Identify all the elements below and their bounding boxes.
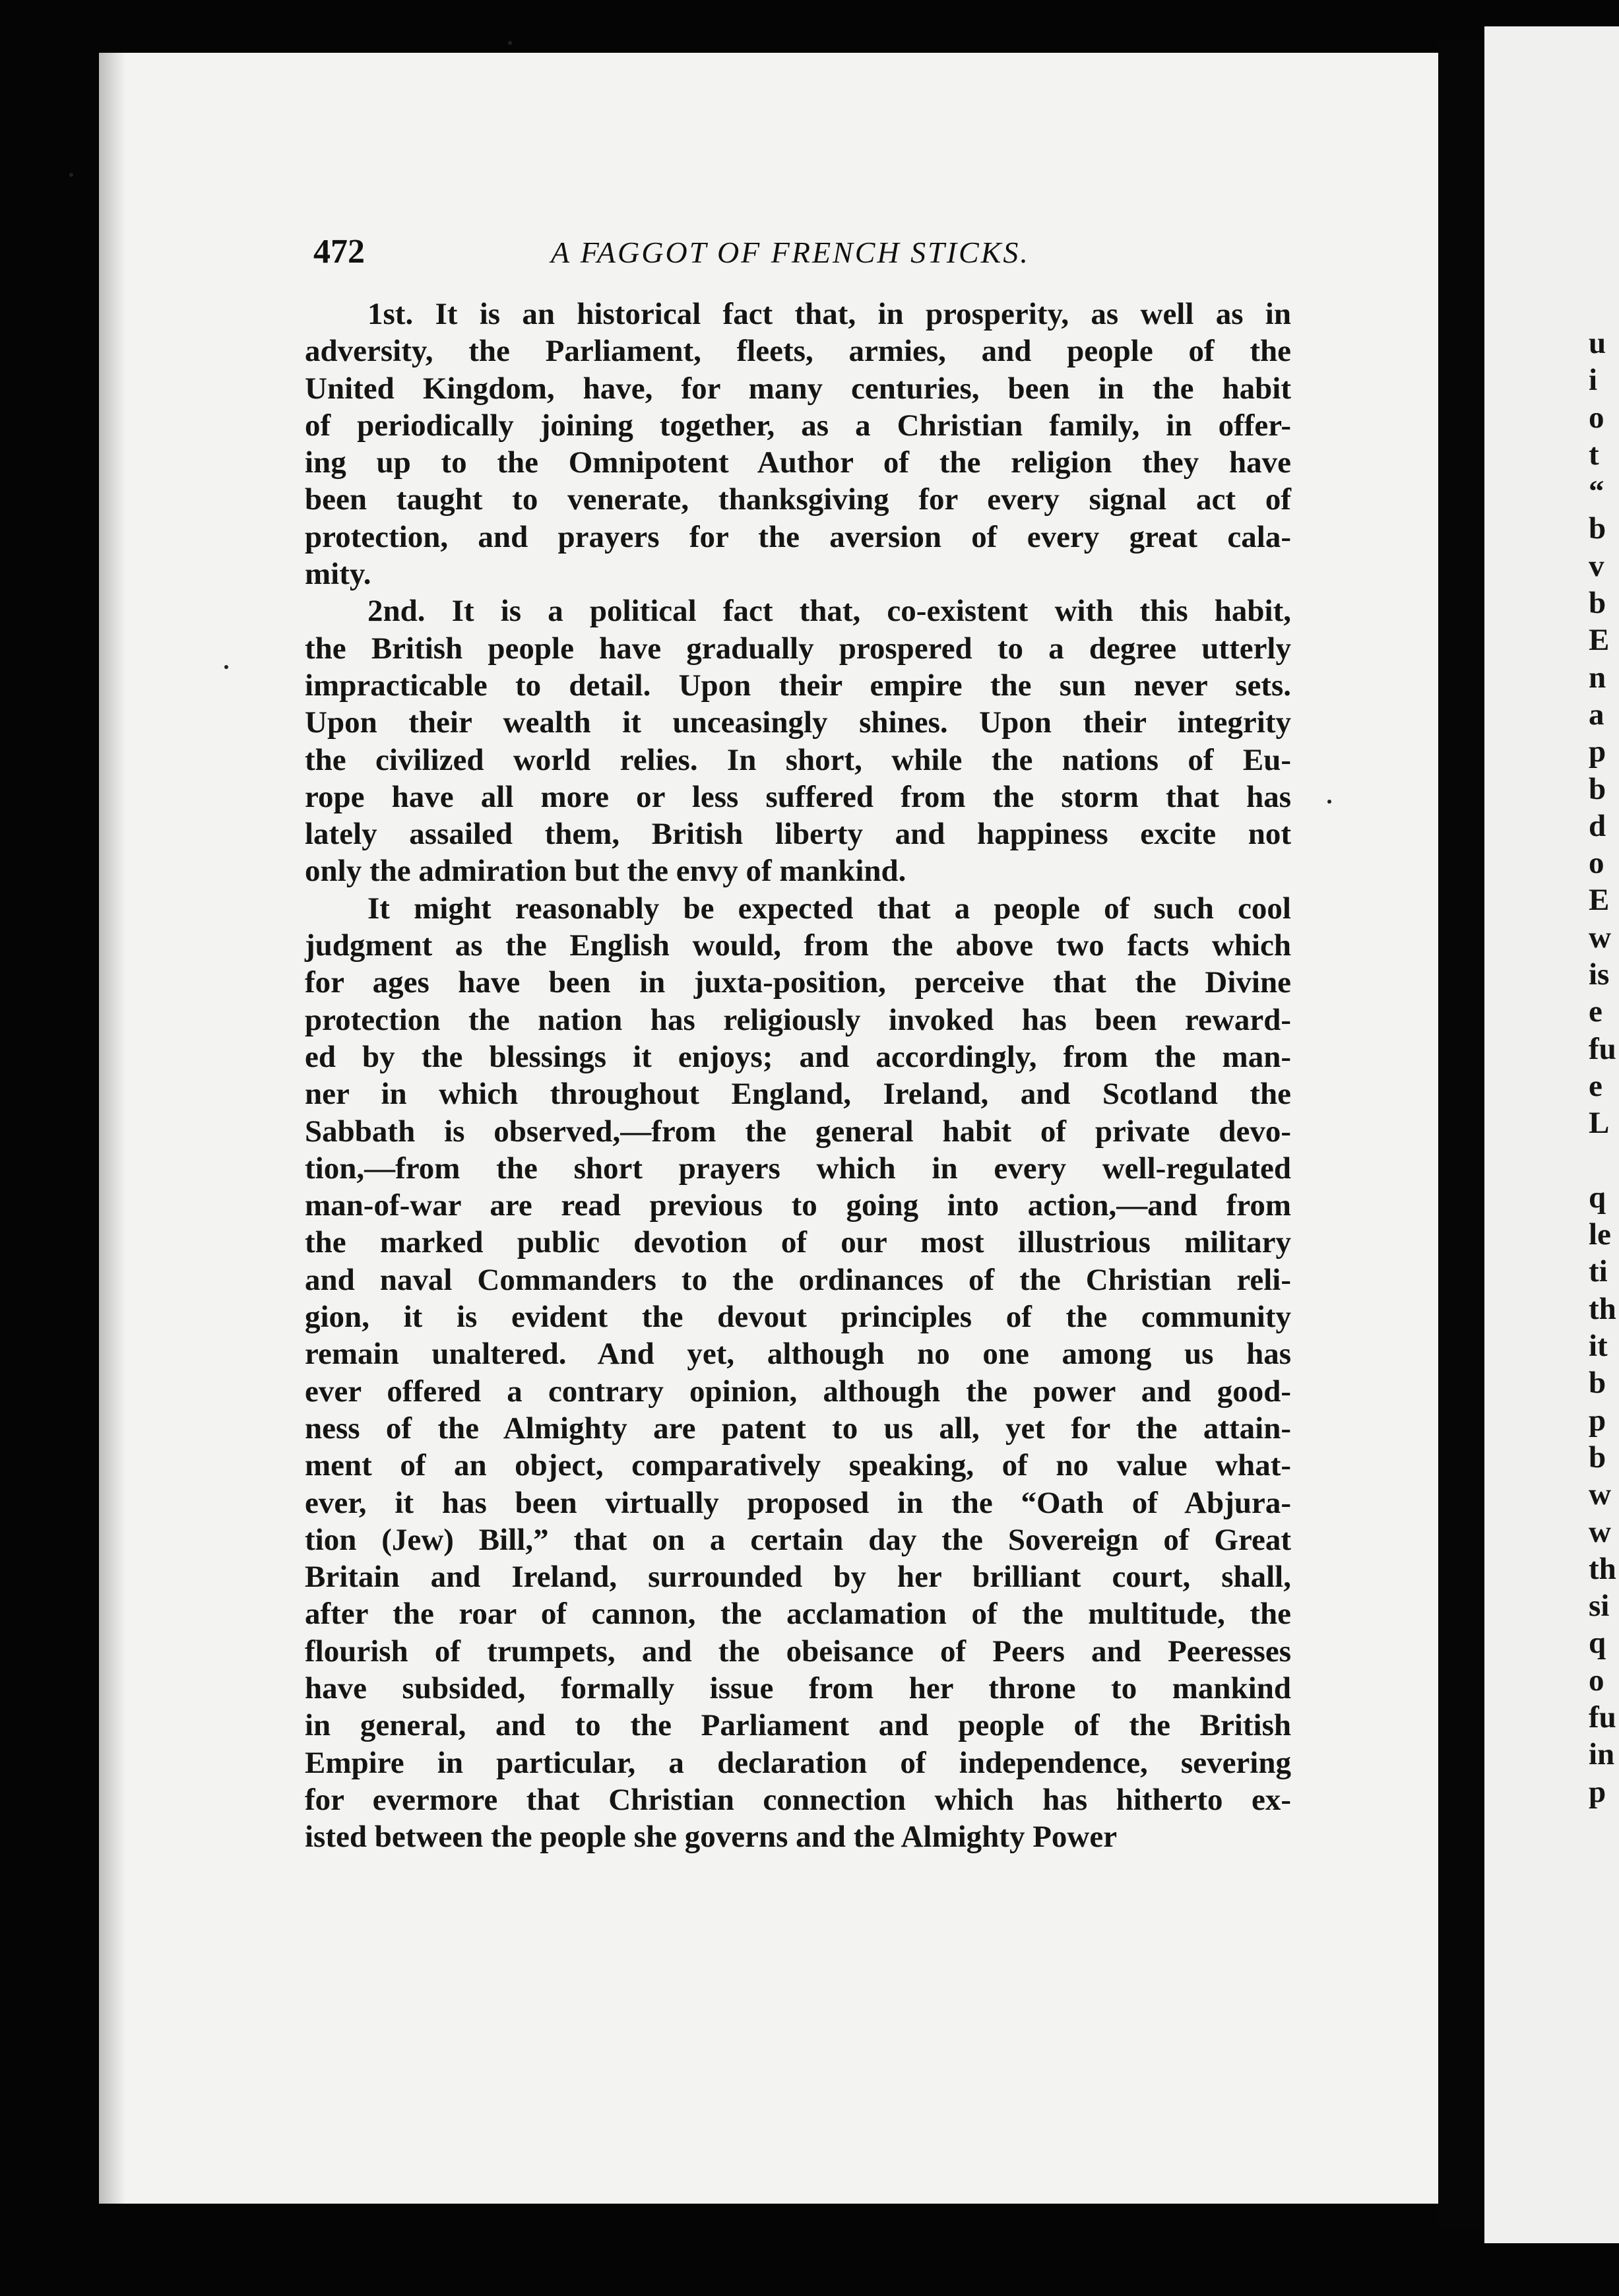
text-line: flourish of trumpets, and the obeisance of Peers and Peeresses [305,1634,1291,1669]
right-page-fragment: t [1589,437,1599,472]
text-line: in general, and to the Parliament and people of the British [305,1708,1291,1743]
right-page-fragment: L [1589,1106,1610,1141]
text-line: ment of an object, comparatively speaking, of no value what- [305,1448,1291,1483]
text-line: the marked public devotion of our most illustrious military [305,1225,1291,1260]
scan-speck [1327,800,1331,804]
text-line: mity. [305,557,371,592]
right-page-fragment: b [1589,1440,1606,1475]
page-number: 472 [313,233,365,271]
text-line: Sabbath is observed,—from the general habit of private devo- [305,1114,1291,1149]
text-line: the civilized world relies. In short, while the nations of Eu- [305,742,1291,777]
text-line: ing up to the Omnipotent Author of the religion they have [305,445,1291,480]
text-line: impracticable to detail. Upon their empire the sun never sets. [305,668,1291,703]
right-page-fragment: E [1589,883,1610,918]
scan-speck [508,41,512,45]
text-line: Upon their wealth it unceasingly shines. Upon their integrity [305,705,1291,740]
text-line: ever offered a contrary opinion, although the power and good- [305,1374,1291,1409]
right-page-fragment: q [1589,1180,1606,1215]
text-line: of periodically joining together, as a Christian family, in offer- [305,408,1291,443]
text-line: gion, it is evident the devout principles of the community [305,1300,1291,1335]
text-line: Britain and Ireland, surrounded by her brilliant court, shall, [305,1560,1291,1595]
text-line: for ages have been in juxta-position, perceive that the Divine [305,965,1291,1000]
right-page-fragment: le [1589,1217,1611,1252]
right-page-fragment: b [1589,511,1606,546]
text-line: United Kingdom, have, for many centuries, been in the habit [305,371,1291,406]
text-line: judgment as the English would, from the above two facts which [305,928,1291,963]
text-line: ever, it has been virtually proposed in the “Oath of Abjura- [305,1485,1291,1520]
right-page-fragment: b [1589,1366,1606,1401]
text-line: 2nd. It is a political fact that, co-existent with this habit, [367,594,1291,629]
text-line: protection the nation has religiously invoked has been reward- [305,1002,1291,1037]
right-page-fragment: fu [1589,1700,1616,1735]
running-head: A FAGGOT OF FRENCH STICKS. [551,236,1030,269]
text-line: after the roar of cannon, the acclamation of the multitude, the [305,1597,1291,1632]
text-line: only the admiration but the envy of mankind. [305,854,906,889]
right-page-fragment: w [1589,1514,1611,1549]
text-line: remain unaltered. And yet, although no one among us has [305,1337,1291,1372]
right-page-fragment: w [1589,920,1611,955]
right-page-fragment: p [1589,1774,1606,1809]
right-page-fragment: it [1589,1329,1608,1364]
right-page-fragment: b [1589,586,1606,621]
book-gutter [1438,40,1484,2230]
right-page-fragment: p [1589,734,1606,769]
right-page-fragment: in [1589,1737,1615,1772]
right-page-fragment: v [1589,548,1604,583]
right-page-fragment: a [1589,697,1604,732]
text-line: tion (Jew) Bill,” that on a certain day the Sovereign of Great [305,1522,1291,1557]
scan-speck [69,173,73,177]
text-line: the British people have gradually prospered to a degree utterly [305,631,1291,666]
text-line: and naval Commanders to the ordinances of the Christian reli- [305,1262,1291,1297]
text-line: been taught to venerate, thanksgiving for every signal act of [305,482,1291,517]
right-page-fragment: th [1589,1551,1616,1586]
right-page-fragment [1589,1142,1619,1179]
right-page-fragment: p [1589,1403,1606,1438]
right-page-fragment: E [1589,623,1610,658]
scan-speck [224,665,228,669]
right-page-fragment: e [1589,1068,1603,1103]
right-page-fragment: fu [1589,1031,1616,1066]
text-line: for evermore that Christian connection which has hitherto ex- [305,1782,1291,1817]
text-line: rope have all more or less suffered from the storm that has [305,779,1291,814]
right-page-fragment: d [1589,808,1606,843]
body-text [305,296,1291,1855]
right-page-fragment: i [1589,363,1598,398]
text-line: have subsided, formally issue from her throne to mankind [305,1671,1291,1706]
right-page-fragment: o [1589,846,1604,881]
text-line: adversity, the Parliament, fleets, armies, and people of the [305,334,1291,369]
right-page-fragment: q [1589,1626,1606,1661]
text-line: lately assailed them, British liberty and happiness excite not [305,817,1291,852]
text-line: ed by the blessings it enjoys; and accordingly, from the man- [305,1039,1291,1074]
right-page-fragment: ti [1589,1254,1608,1289]
right-page-fragment: th [1589,1291,1616,1326]
right-page-fragment: “ [1589,474,1604,509]
right-page-fragment: o [1589,1663,1604,1698]
right-page-fragment: si [1589,1589,1610,1624]
text-line: man-of-war are read previous to going into action,—and from [305,1188,1291,1223]
right-page-text-fragments [1589,325,1619,1810]
right-page-fragment: is [1589,957,1610,992]
right-page-fragment: n [1589,660,1606,695]
text-line: ner in which throughout England, Ireland, and Scotland the [305,1077,1291,1112]
left-page-edge-shadow [99,53,125,2204]
text-line: It might reasonably be expected that a people of such cool [367,891,1291,926]
right-page-fragment: e [1589,994,1603,1029]
text-line: tion,—from the short prayers which in every well-regulated [305,1151,1291,1186]
text-line: protection, and prayers for the aversion of every great cala- [305,519,1291,554]
text-line: Empire in particular, a declaration of independence, severing [305,1745,1291,1780]
right-page-fragment: b [1589,771,1606,806]
text-line: 1st. It is an historical fact that, in prosperity, as well as in [367,297,1291,331]
text-line: ness of the Almighty are patent to us all, yet for the attain- [305,1411,1291,1446]
page-header [313,232,1300,278]
right-page-fragment: u [1589,326,1606,360]
text-line: isted between the people she governs and the Almighty Power [305,1820,1118,1855]
right-page-fragment: w [1589,1477,1611,1512]
right-page-fragment: o [1589,400,1604,435]
